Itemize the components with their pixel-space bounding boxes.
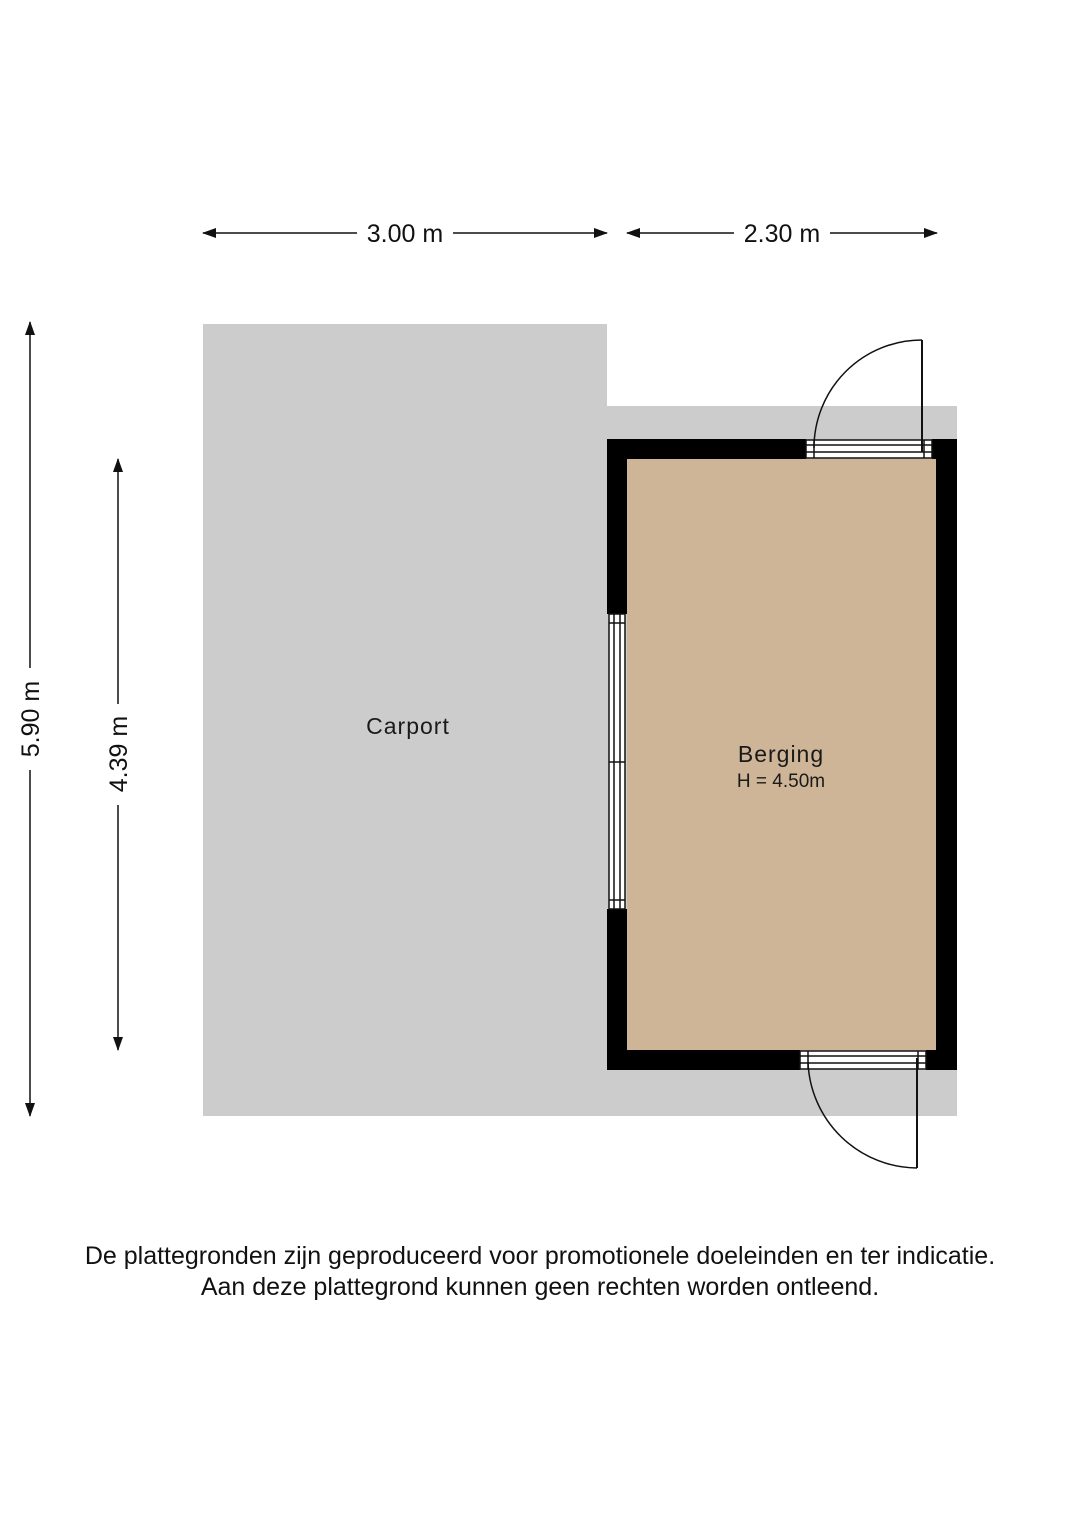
dimension-width-left: 3.00 m: [366, 220, 444, 248]
wall-left-upper: [607, 439, 627, 614]
wall-right: [936, 439, 957, 1070]
dimension-left-outer: [17, 322, 45, 1116]
dimension-height-total: 5.90 m: [17, 680, 45, 758]
dimension-top-left: [203, 220, 607, 248]
wall-left-lower: [607, 909, 627, 1070]
room-label-berging: Berging: [737, 741, 825, 767]
wall-bottom-right: [926, 1050, 957, 1070]
disclaimer-line-1: De plattegronden zijn geproduceerd voor promotionele doeleinden en ter indicatie.: [84, 1242, 996, 1270]
wall-bottom-left: [607, 1050, 800, 1070]
dimension-height-room: 4.39 m: [105, 715, 133, 793]
wall-top-left: [607, 439, 806, 459]
dimension-top-right: [627, 220, 937, 248]
room-height-berging: H = 4.50m: [736, 771, 826, 792]
dimension-width-right: 2.30 m: [743, 220, 821, 248]
room-label-carport: Carport: [366, 713, 450, 739]
door-top: [806, 340, 932, 458]
disclaimer: [0, 1241, 1080, 1303]
window-left: [609, 614, 625, 909]
disclaimer-line-2: Aan deze plattegrond kunnen geen rechten worden ontleend.: [200, 1273, 880, 1301]
dimension-left-inner: [105, 459, 133, 1050]
